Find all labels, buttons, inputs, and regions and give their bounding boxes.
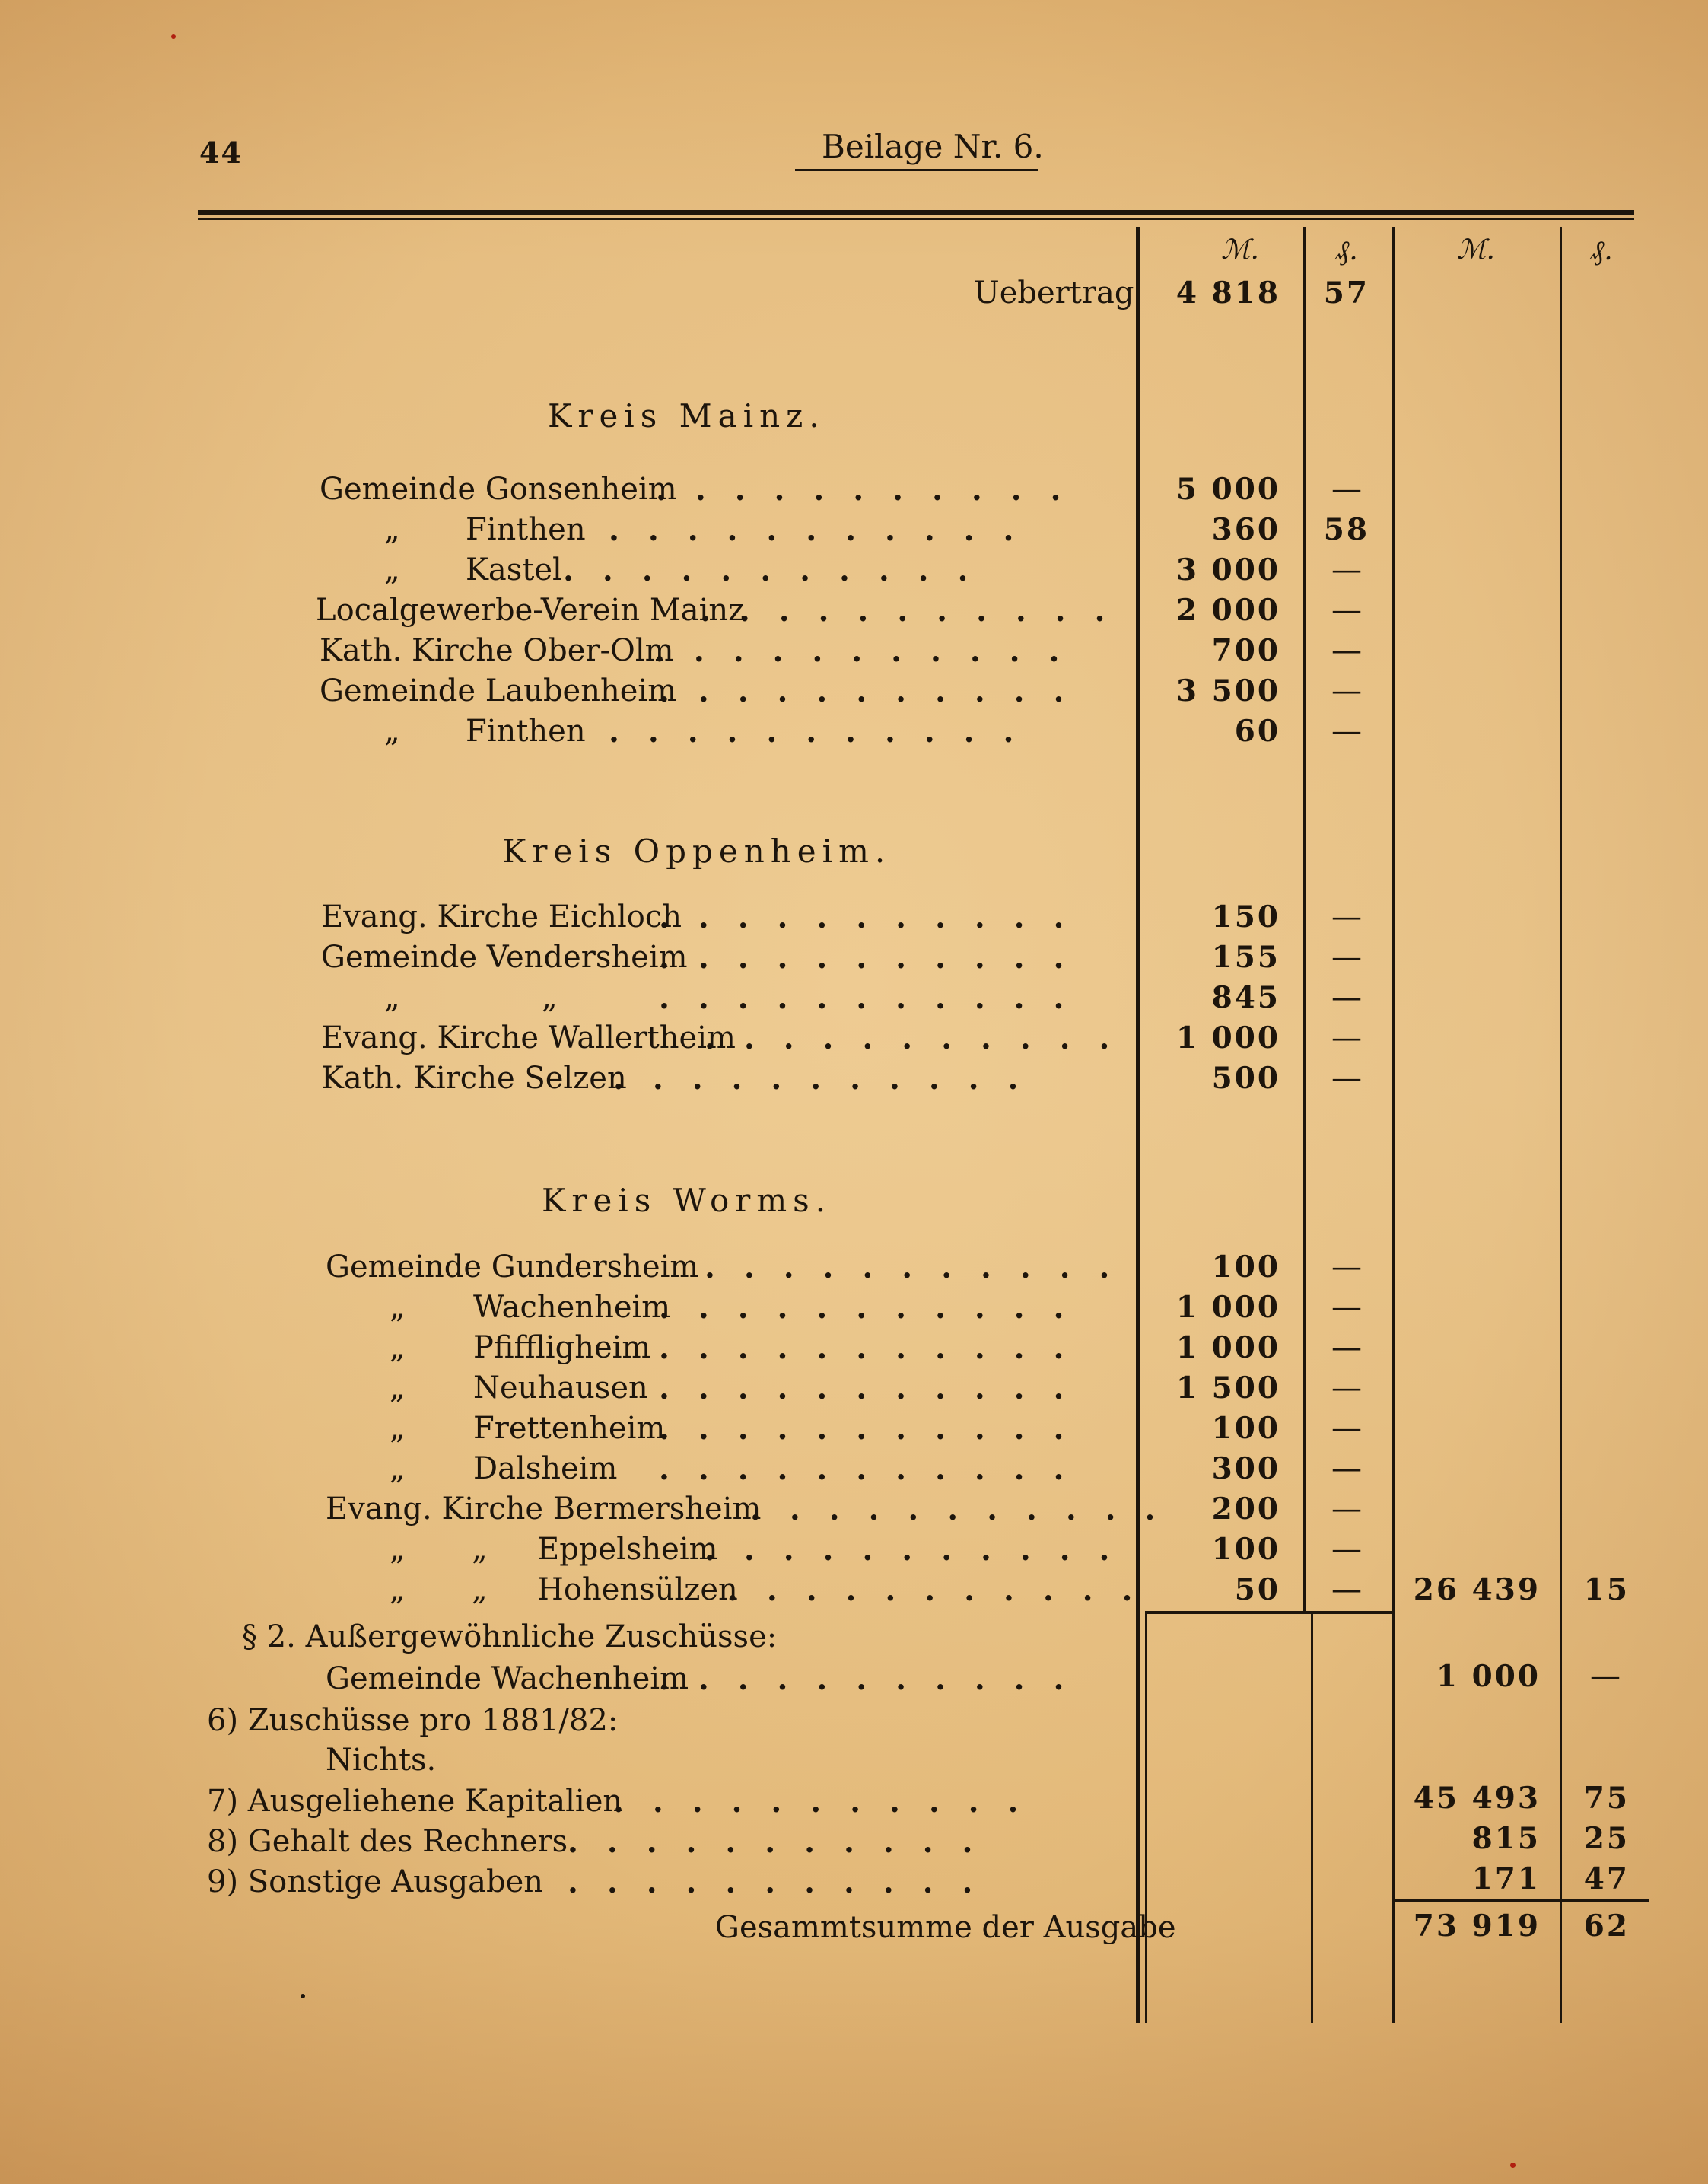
worms-row-2-label: Wachenheim (473, 1290, 671, 1325)
mainz-row-7-mark: 60 (1234, 714, 1280, 749)
worms-row-5-mark: 100 (1211, 1411, 1280, 1446)
pfennig-header-2: ₰. (1590, 235, 1613, 266)
section2-row-dots: . . . . . . . . . . . (659, 1661, 1073, 1697)
mainz-row-5-pf: — (1331, 633, 1362, 668)
column-rule-3 (1392, 227, 1395, 2023)
mainz-row-1-label: Gemeinde Gonsenheim (320, 472, 677, 507)
column-rule-1b (1145, 1613, 1147, 2023)
worms-row-2-mark: 1 000 (1175, 1290, 1280, 1325)
worms-row-7-pf: — (1331, 1492, 1362, 1527)
worms-row-8-ditto2: „ (472, 1532, 488, 1567)
mainz-row-3-pf: — (1331, 552, 1362, 587)
item6-sub: Nichts. (326, 1743, 437, 1778)
mainz-row-4-label: Localgewerbe-Verein Mainz (316, 593, 745, 628)
mainz-row-6-mark: 3 500 (1175, 673, 1280, 708)
item8-dots: . . . . . . . . . . . (568, 1824, 982, 1860)
ink-dot (301, 1994, 305, 1998)
item7-label: 7) Ausgeliehene Kapitalien (207, 1784, 623, 1819)
worms-row-3-pf: — (1331, 1330, 1362, 1365)
mainz-row-5-label: Kath. Kirche Ober-Olm (320, 633, 674, 668)
worms-row-9-pf: — (1331, 1572, 1362, 1607)
item6-heading: 6) Zuschüsse pro 1881/82: (207, 1703, 619, 1738)
pfennig-header: ₰. (1335, 235, 1358, 266)
mainz-row-1-dots: . . . . . . . . . . . (656, 472, 1070, 508)
kreis-worms-heading: Kreis Worms. (542, 1182, 832, 1219)
oppenheim-row-2-label: Gemeinde Vendersheim (321, 940, 688, 975)
page-title: Beilage Nr. 6. (822, 128, 1044, 165)
oppenheim-row-3-mark: 845 (1211, 980, 1280, 1015)
oppenheim-row-1-mark: 150 (1211, 899, 1280, 934)
mainz-row-2-mark: 360 (1211, 512, 1280, 547)
worms-row-5-pf: — (1331, 1411, 1362, 1446)
worms-row-8-mark: 100 (1211, 1532, 1280, 1567)
oppenheim-row-5-label: Kath. Kirche Selzen (321, 1061, 627, 1096)
worms-row-9-ditto: „ (390, 1572, 406, 1607)
item7-dots: . . . . . . . . . . . (613, 1784, 1028, 1819)
subtotal-rule (1145, 1611, 1395, 1614)
mainz-row-7-dots: . . . . . . . . . . . (609, 714, 1023, 750)
oppenheim-row-3-dots: . . . . . . . . . . . (659, 980, 1073, 1016)
mainz-row-2-label: Finthen (466, 512, 586, 547)
worms-row-4-pf: — (1331, 1371, 1362, 1406)
currency-header: ℳ. (1221, 234, 1259, 266)
oppenheim-row-3-ditto2: „ (542, 980, 558, 1015)
worms-row-6-mark: 300 (1211, 1451, 1280, 1486)
item8-label: 8) Gehalt des Rechners (207, 1824, 568, 1859)
worms-row-2-ditto: „ (390, 1290, 406, 1325)
oppenheim-row-1-dots: . . . . . . . . . . . (659, 899, 1073, 935)
mainz-row-5-dots: . . . . . . . . . . . (654, 633, 1069, 669)
worms-row-7-dots: . . . . . . . . . . . (750, 1492, 1165, 1527)
worms-row-5-dots: . . . . . . . . . . . (659, 1411, 1073, 1447)
item8-total-mark: 815 (1471, 1821, 1541, 1856)
worms-row-4-dots: . . . . . . . . . . . (659, 1371, 1073, 1406)
mainz-row-2-pf: 58 (1323, 512, 1369, 547)
worms-row-3-label: Pfiffligheim (473, 1330, 651, 1365)
section2-total-mark: 1 000 (1436, 1659, 1541, 1694)
mainz-row-7-pf: — (1331, 714, 1362, 749)
uebertrag-pf: 57 (1323, 275, 1369, 310)
mainz-row-1-mark: 5 000 (1175, 472, 1280, 507)
header-thin-rule (198, 218, 1634, 220)
oppenheim-row-3-pf: — (1331, 980, 1362, 1015)
oppenheim-row-5-pf: — (1331, 1061, 1362, 1096)
item9-total-pf: 47 (1583, 1861, 1630, 1896)
mainz-row-4-dots: . . . . . . . . . . . (700, 593, 1115, 629)
worms-row-3-mark: 1 000 (1175, 1330, 1280, 1365)
worms-row-1-dots: . . . . . . . . . . . (705, 1250, 1119, 1285)
worms-row-8-dots: . . . . . . . . . . . (705, 1532, 1119, 1568)
page-number: 44 (199, 135, 243, 170)
worms-row-2-dots: . . . . . . . . . . . (659, 1290, 1073, 1326)
oppenheim-row-1-label: Evang. Kirche Eichloch (321, 899, 682, 934)
header-thick-rule (198, 210, 1634, 215)
worms-total-mark: 26 439 (1413, 1572, 1541, 1607)
worms-row-2-pf: — (1331, 1290, 1362, 1325)
worms-row-3-ditto: „ (390, 1330, 406, 1365)
currency-header-2: ℳ. (1457, 234, 1495, 266)
worms-row-8-label: Eppelsheim (537, 1532, 718, 1567)
mainz-row-6-dots: . . . . . . . . . . . (659, 673, 1073, 709)
worms-row-8-pf: — (1331, 1532, 1362, 1567)
oppenheim-row-4-dots: . . . . . . . . . . . (705, 1020, 1119, 1056)
worms-row-7-label: Evang. Kirche Bermersheim (326, 1492, 762, 1527)
worms-row-6-pf: — (1331, 1451, 1362, 1486)
mainz-row-2-ditto: „ (384, 512, 400, 547)
mainz-row-7-label: Finthen (466, 714, 586, 749)
mainz-row-6-pf: — (1331, 673, 1362, 708)
column-rule-2b (1311, 1613, 1313, 2023)
oppenheim-row-5-dots: . . . . . . . . . . . (613, 1061, 1028, 1097)
uebertrag-label: Uebertrag (974, 275, 1134, 310)
mainz-row-5-mark: 700 (1211, 633, 1280, 668)
column-rule-4 (1560, 227, 1562, 2023)
worms-row-9-mark: 50 (1234, 1572, 1280, 1607)
kreis-oppenheim-heading: Kreis Oppenheim. (502, 833, 892, 870)
worms-row-6-label: Dalsheim (473, 1451, 618, 1486)
oppenheim-row-3-ditto: „ (384, 980, 400, 1015)
mainz-row-4-pf: — (1331, 593, 1362, 628)
section2-total-pf: — (1590, 1659, 1621, 1694)
mainz-row-4-mark: 2 000 (1175, 593, 1280, 628)
grand-total-label: Gesammtsumme der Ausgabe (715, 1910, 1176, 1945)
worms-row-1-label: Gemeinde Gundersheim (326, 1250, 699, 1285)
section2-row-label: Gemeinde Wachenheim (326, 1661, 689, 1696)
grand-total-pf: 62 (1583, 1909, 1630, 1944)
oppenheim-row-4-mark: 1 000 (1175, 1020, 1280, 1055)
oppenheim-row-4-pf: — (1331, 1020, 1362, 1055)
worms-row-9-dots: . . . . . . . . . . . (727, 1572, 1142, 1608)
mainz-row-2-dots: . . . . . . . . . . . (609, 512, 1023, 548)
worms-row-8-ditto: „ (390, 1532, 406, 1567)
oppenheim-row-5-mark: 500 (1211, 1061, 1280, 1096)
item9-label: 9) Sonstige Ausgaben (207, 1864, 544, 1899)
mainz-row-6-label: Gemeinde Laubenheim (320, 673, 677, 708)
oppenheim-row-2-dots: . . . . . . . . . . . (659, 940, 1073, 976)
worms-row-4-label: Neuhausen (473, 1371, 648, 1406)
paper-speck (171, 34, 176, 39)
worms-row-1-mark: 100 (1211, 1250, 1280, 1285)
worms-row-4-mark: 1 500 (1175, 1371, 1280, 1406)
item9-total-mark: 171 (1471, 1861, 1541, 1896)
oppenheim-row-2-mark: 155 (1211, 940, 1280, 975)
item9-dots: . . . . . . . . . . . (568, 1864, 982, 1900)
mainz-row-3-label: Kastel (466, 552, 562, 587)
worms-row-5-label: Frettenheim (473, 1411, 666, 1446)
worms-row-9-label: Hohensülzen (537, 1572, 738, 1607)
kreis-mainz-heading: Kreis Mainz. (548, 397, 825, 435)
mainz-row-3-dots: . . . . . . . . . . . (563, 552, 978, 588)
worms-total-pf: 15 (1583, 1572, 1630, 1607)
oppenheim-row-1-pf: — (1331, 899, 1362, 934)
worms-row-7-mark: 200 (1211, 1492, 1280, 1527)
uebertrag-mark: 4 818 (1175, 275, 1280, 310)
mainz-row-7-ditto: „ (384, 714, 400, 749)
oppenheim-row-4-label: Evang. Kirche Wallertheim (321, 1020, 736, 1055)
oppenheim-row-2-pf: — (1331, 940, 1362, 975)
mainz-row-3-ditto: „ (384, 552, 400, 587)
column-rule-2 (1303, 227, 1306, 1612)
grand-total-mark: 73 919 (1413, 1909, 1541, 1944)
worms-row-4-ditto: „ (390, 1371, 406, 1406)
worms-row-5-ditto: „ (390, 1411, 406, 1446)
worms-row-9-ditto2: „ (472, 1572, 488, 1607)
worms-row-6-dots: . . . . . . . . . . . (659, 1451, 1073, 1487)
item7-total-mark: 45 493 (1413, 1781, 1541, 1816)
item7-total-pf: 75 (1583, 1781, 1630, 1816)
mainz-row-3-mark: 3 000 (1175, 552, 1280, 587)
column-rule-1 (1136, 227, 1140, 2023)
mainz-row-1-pf: — (1331, 472, 1362, 507)
title-underline (795, 169, 1038, 171)
worms-row-1-pf: — (1331, 1250, 1362, 1285)
worms-row-3-dots: . . . . . . . . . . . (659, 1330, 1073, 1366)
section2-heading: § 2. Außergewöhnliche Zuschüsse: (242, 1619, 778, 1654)
paper-speck (1510, 2163, 1516, 2168)
item8-total-pf: 25 (1583, 1821, 1630, 1856)
worms-row-6-ditto: „ (390, 1451, 406, 1486)
grand-total-rule (1395, 1899, 1649, 1902)
